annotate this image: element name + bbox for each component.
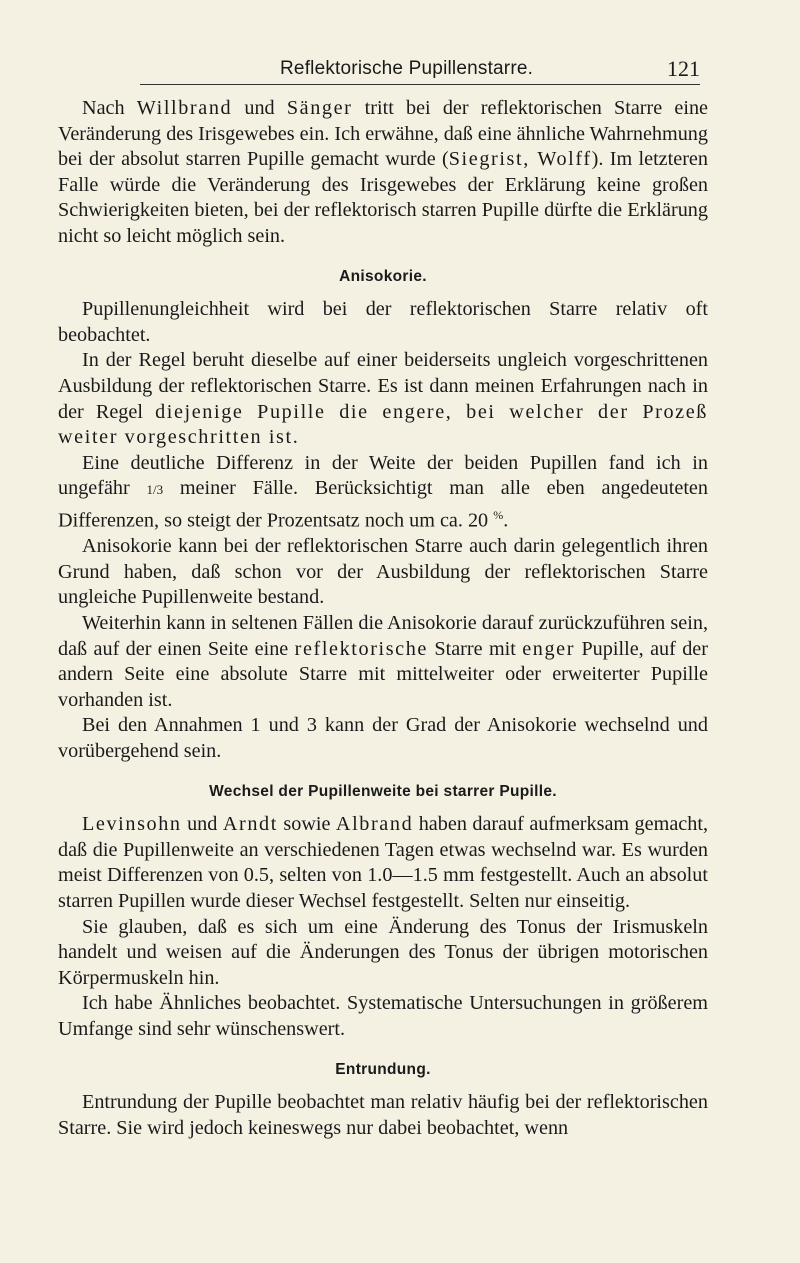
section-heading-wechsel: Wechsel der Pupillenweite bei starrer Pupille. (209, 782, 557, 800)
author-name: Albrand (335, 813, 414, 836)
text-run: . (503, 509, 509, 532)
emphasized-text: diejenige Pupille die engere, bei welcher der Prozeß weiter vorgeschritten ist. (58, 400, 708, 449)
paragraph-10: Ich habe Ähnliches beobachtet. Systematische Untersuchungen in größerem Umfange sind sehr wünschenswert. (58, 992, 708, 1040)
author-name: Sänger (286, 97, 353, 119)
paragraph-3 (58, 348, 708, 450)
text-run: Eine deutliche Differenz in der Weite der beiden Pupillen fand ich in ungefähr (58, 451, 708, 500)
emphasized-text: enger (522, 637, 576, 660)
paragraph-2: Pupillenungleichheit wird bei der reflektorischen Starre relativ oft beobachtet. (58, 298, 708, 346)
text-run: haben darauf aufmerksam gemacht, daß die Pupillenweite an verschiedenen Tagen etwas wechselnd war. Es wurden meist Differenzen von 0.5, selten von 1.0—1.5 mm festgestellt. Auch an absolut starren Pupillen wurde dieser Wechsel festgestellt. Selten nur einseitig. (58, 813, 708, 912)
emphasized-text: reflektorische (294, 637, 428, 660)
text-run: Nach (82, 97, 137, 119)
text-run: tritt bei der reflektorischen Starre eine Veränderung des Irisgewebes ein. Ich erwähne, daß eine ähnliche Wahrnehmung bei der absolut starren Pupille gemacht wurde ( (58, 97, 708, 171)
paragraph-9: Sie glauben, daß es sich um eine Änderung des Tonus der Irismuskeln handelt und weisen auf die Änderungen des Tonus der übrigen motorischen Körpermuskeln hin. (58, 915, 708, 989)
author-name: Arndt (222, 813, 278, 836)
text-run: und (181, 813, 223, 836)
text-run: Starre mit (428, 637, 523, 660)
percent-sign: % (493, 507, 504, 522)
paragraph-6 (58, 611, 708, 713)
section-heading-entrundung: Entrundung. (335, 1060, 431, 1078)
text-run: meiner Fälle. Berücksichtigt man alle eben angedeuteten Differenzen, so steigt der Prozentsatz noch um ca. 20 (58, 477, 708, 532)
author-name: Siegrist, Wolff (448, 148, 592, 171)
text-run: Pupille, auf der andern Seite eine absolute Starre mit mittelweiter oder erweiterter Pupille vorhanden ist. (58, 637, 708, 711)
page-number: 121 (667, 56, 700, 81)
running-head: Reflektorische Pupillenstarre. (280, 58, 534, 79)
paragraph-5: Anisokorie kann bei der reflektorischen Starre auch darin gelegentlich ihren Grund haben, daß schon vor der Ausbildung der reflektorischen Starre ungleiche Pupillenweite bestand. (58, 535, 708, 609)
text-run: und (232, 97, 287, 119)
section-heading-anisokorie: Anisokorie. (339, 267, 427, 285)
body-text (58, 96, 708, 1141)
paragraph-4 (58, 451, 708, 535)
paragraph-7: Bei den Annahmen 1 und 3 kann der Grad der Anisokorie wechselnd und vorübergehend sein. (58, 714, 708, 762)
author-name: Willbrand (136, 97, 233, 119)
header-rule (140, 84, 700, 85)
paragraph-11: Entrundung der Pupille beobachtet man relativ häufig bei der reflektorischen Starre. Sie wird jedoch keineswegs nur dabei beobachtet, wenn (58, 1091, 708, 1139)
text-run: Weiterhin kann in seltenen Fällen die Anisokorie darauf zurückzuführen sein, daß auf der einen Seite eine (58, 612, 708, 660)
text-run: sowie (277, 813, 336, 836)
page-header (140, 58, 700, 86)
text-run: In der Regel beruht dieselbe auf einer beiderseits ungleich vorgeschrittenen Ausbildung der reflektorischen Starre. Es ist dann meinen Erfahrungen nach in der Regel (58, 349, 708, 423)
fraction: 1/3 (146, 482, 164, 498)
paragraph-8 (58, 812, 708, 914)
author-name: Levinsohn (82, 813, 182, 836)
paragraph-1 (58, 96, 708, 250)
text-run: ). Im letzteren Falle würde die Veränderung des Irisgewebes der Erklärung keine großen Schwierigkeiten bieten, bei der reflektorisch starren Pupille dürfte die Erklärung nicht so leicht möglich sein. (58, 148, 708, 247)
